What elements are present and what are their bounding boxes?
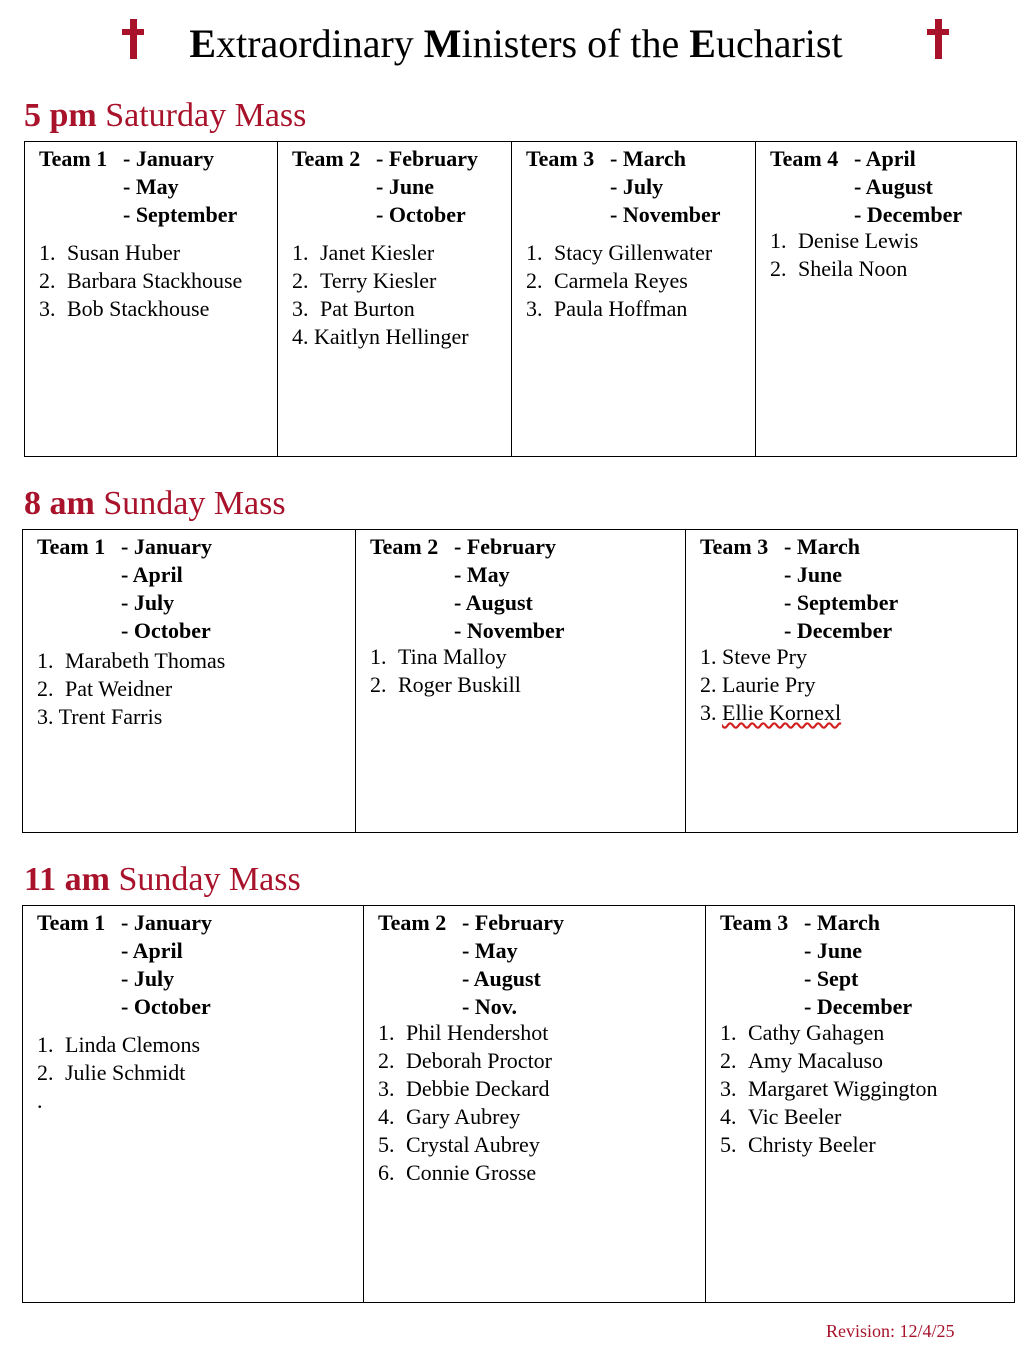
member-name: Laurie Pry (722, 672, 816, 697)
list-item: 2. Terry Kiesler (292, 268, 437, 293)
member-name: Linda Clemons (65, 1032, 201, 1057)
team-cell (364, 906, 706, 1303)
team-month: - September (123, 202, 238, 227)
team-month: - October (376, 202, 466, 227)
team-month: - February (454, 534, 557, 559)
list-item: 1. Denise Lewis (770, 228, 919, 253)
team-cell (356, 530, 686, 833)
section-name: Sunday Mass (109, 861, 301, 898)
list-item: 2. Laurie Pry (700, 672, 816, 697)
member-name: Pat Weidner (65, 676, 173, 701)
team-month: - October (121, 994, 211, 1019)
list-item: 1. Cathy Gahagen (720, 1020, 885, 1045)
team-month: - August (462, 966, 541, 991)
member-name: Stacy Gillenwater (554, 240, 713, 265)
team-cell (512, 142, 756, 457)
team-month: - January (121, 910, 213, 935)
member-name: Kaitlyn Hellinger (314, 324, 469, 349)
team-month: - September (784, 590, 899, 615)
member-list (720, 1019, 1000, 1159)
member-name: Deborah Proctor (406, 1048, 553, 1073)
member-name: Connie Grosse (406, 1160, 537, 1185)
list-item: 1. Susan Huber (39, 240, 181, 265)
team-month: - Nov. (462, 994, 517, 1019)
team-month: - January (123, 146, 215, 171)
list-item: 5. Christy Beeler (720, 1132, 876, 1157)
member-name: Trent Farris (58, 704, 163, 729)
team-month: - August (854, 174, 933, 199)
team-month: - June (784, 562, 843, 587)
list-item: 1. Tina Malloy (370, 644, 507, 669)
team-month: - March (804, 910, 880, 935)
member-name: Roger Buskill (398, 672, 521, 697)
team-month: - April (854, 146, 916, 171)
title-text: xtraordinary (216, 21, 424, 66)
team-month: - July (610, 174, 664, 199)
team-month: - April (121, 938, 183, 963)
member-name: Cathy Gahagen (748, 1020, 885, 1045)
member-name: Susan Huber (67, 240, 181, 265)
team-month: - July (121, 590, 175, 615)
list-item: 2. Carmela Reyes (526, 268, 688, 293)
member-list (700, 643, 1003, 727)
title-text: ucharist (715, 21, 843, 66)
member-name: Bob Stackhouse (67, 296, 210, 321)
team-label: Team 2 (378, 910, 447, 935)
list-item: 2. Sheila Noon (770, 256, 908, 281)
section-time: 8 am (24, 485, 95, 522)
team-month: - July (121, 966, 175, 991)
member-name: Carmela Reyes (554, 268, 688, 293)
member-list (37, 1031, 349, 1115)
team-label: Team 2 (292, 146, 361, 171)
team-month: - January (121, 534, 213, 559)
team-cell (278, 142, 512, 457)
team-cell (686, 530, 1018, 833)
team-header (700, 533, 1003, 645)
list-item: 1. Linda Clemons (37, 1032, 201, 1057)
list-item: 3. Margaret Wiggington (720, 1076, 938, 1101)
member-name: Barbara Stackhouse (67, 268, 243, 293)
schedule-table-sunday-8am (22, 529, 1018, 833)
list-item: 1. Stacy Gillenwater (526, 240, 713, 265)
member-list (770, 227, 1002, 283)
team-header (770, 145, 1002, 229)
team-label: Team 1 (37, 534, 106, 559)
list-item: 4. Gary Aubrey (378, 1104, 521, 1129)
list-item: 2. Julie Schmidt (37, 1060, 186, 1085)
member-name: Terry Kiesler (320, 268, 437, 293)
team-month: - November (454, 618, 565, 643)
team-cell (23, 906, 364, 1303)
member-list (39, 239, 263, 323)
title-initial: E (189, 21, 217, 66)
member-name: Pat Burton (320, 296, 415, 321)
section-heading-sunday-8am (24, 484, 286, 524)
team-header (526, 145, 741, 229)
list-item: 3. Debbie Deckard (378, 1076, 550, 1101)
team-month: - May (462, 938, 518, 963)
member-list (378, 1019, 691, 1187)
team-label: Team 2 (370, 534, 439, 559)
team-label: Team 3 (720, 910, 789, 935)
member-list (526, 239, 741, 323)
team-header (39, 145, 263, 229)
member-list (292, 239, 497, 351)
list-item: 2. Barbara Stackhouse (39, 268, 243, 293)
team-month: - December (784, 618, 893, 643)
section-name: Saturday Mass (96, 97, 307, 134)
team-cell (25, 142, 278, 457)
member-name: Margaret Wiggington (748, 1076, 938, 1101)
schedule-table-sunday-11am (22, 905, 1015, 1303)
list-item: 5. Crystal Aubrey (378, 1132, 540, 1157)
title-initial: E (689, 21, 716, 66)
list-item (37, 1087, 349, 1115)
member-name: Denise Lewis (798, 228, 919, 253)
revision-note: Revision: 12/4/25 (826, 1321, 955, 1341)
team-month: - October (121, 618, 211, 643)
member-name: Tina Malloy (398, 644, 507, 669)
team-month: - March (784, 534, 860, 559)
list-item: 3. Ellie Kornexl (700, 700, 842, 725)
list-item: 4. Kaitlyn Hellinger (292, 324, 469, 349)
team-cell (23, 530, 356, 833)
team-cell (756, 142, 1017, 457)
member-name: Janet Kiesler (320, 240, 435, 265)
list-item: 2. Pat Weidner (37, 676, 173, 701)
team-label: Team 4 (770, 146, 839, 171)
list-item: 1. Marabeth Thomas (37, 648, 226, 673)
team-month: - August (454, 590, 533, 615)
schedule-table-saturday-5pm (24, 141, 1017, 457)
member-name: Gary Aubrey (406, 1104, 521, 1129)
list-item: 1. Steve Pry (700, 644, 807, 669)
list-item: 1. Janet Kiesler (292, 240, 435, 265)
member-name: Steve Pry (722, 644, 807, 669)
team-month: - November (610, 202, 721, 227)
member-name: Vic Beeler (748, 1104, 842, 1129)
list-item: 2. Roger Buskill (370, 672, 521, 697)
team-month: - December (854, 202, 963, 227)
team-header (370, 533, 671, 645)
member-name: Amy Macaluso (748, 1048, 884, 1073)
team-header (378, 909, 691, 1021)
team-month: - March (610, 146, 686, 171)
title-text: inisters of the (461, 21, 690, 66)
member-list (37, 647, 341, 731)
member-name: Ellie Kornexl (722, 700, 842, 725)
member-name: Christy Beeler (748, 1132, 876, 1157)
member-name: Debbie Deckard (406, 1076, 550, 1101)
title-initial: M (423, 21, 462, 66)
member-list (370, 643, 671, 699)
team-header (37, 533, 341, 645)
section-heading-saturday-5pm (24, 96, 306, 136)
section-time: 11 am (24, 861, 110, 898)
member-name: Sheila Noon (798, 256, 908, 281)
list-item: 3. Pat Burton (292, 296, 415, 321)
team-header (37, 909, 349, 1021)
team-month: - May (123, 174, 179, 199)
team-label: Team 3 (700, 534, 769, 559)
team-month: - February (462, 910, 565, 935)
team-label: Team 1 (39, 146, 108, 171)
list-item: 3. Bob Stackhouse (39, 296, 210, 321)
member-name: Marabeth Thomas (65, 648, 226, 673)
list-item: 3. Trent Farris (37, 704, 163, 729)
section-time: 5 pm (24, 97, 97, 134)
list-item: 3. Paula Hoffman (526, 296, 688, 321)
team-header (720, 909, 1000, 1021)
team-month: - December (804, 994, 913, 1019)
trailing-mark: . (37, 1088, 43, 1113)
member-name: Crystal Aubrey (406, 1132, 540, 1157)
list-item: 2. Deborah Proctor (378, 1048, 553, 1073)
team-month: - Sept (804, 966, 859, 991)
member-name: Phil Hendershot (406, 1020, 549, 1045)
member-name: Julie Schmidt (65, 1060, 186, 1085)
list-item: 4. Vic Beeler (720, 1104, 842, 1129)
team-header (292, 145, 497, 229)
list-item: 1. Phil Hendershot (378, 1020, 549, 1045)
team-month: - June (376, 174, 435, 199)
section-name: Sunday Mass (94, 485, 286, 522)
section-heading-sunday-11am (24, 860, 301, 900)
list-item: 2. Amy Macaluso (720, 1048, 884, 1073)
team-month: - June (804, 938, 863, 963)
list-item: 6. Connie Grosse (378, 1160, 537, 1185)
team-label: Team 1 (37, 910, 106, 935)
team-month: - April (121, 562, 183, 587)
team-month: - February (376, 146, 479, 171)
team-cell (706, 906, 1015, 1303)
team-month: - May (454, 562, 510, 587)
member-name: Paula Hoffman (554, 296, 688, 321)
page-title (0, 16, 1032, 72)
team-label: Team 3 (526, 146, 595, 171)
